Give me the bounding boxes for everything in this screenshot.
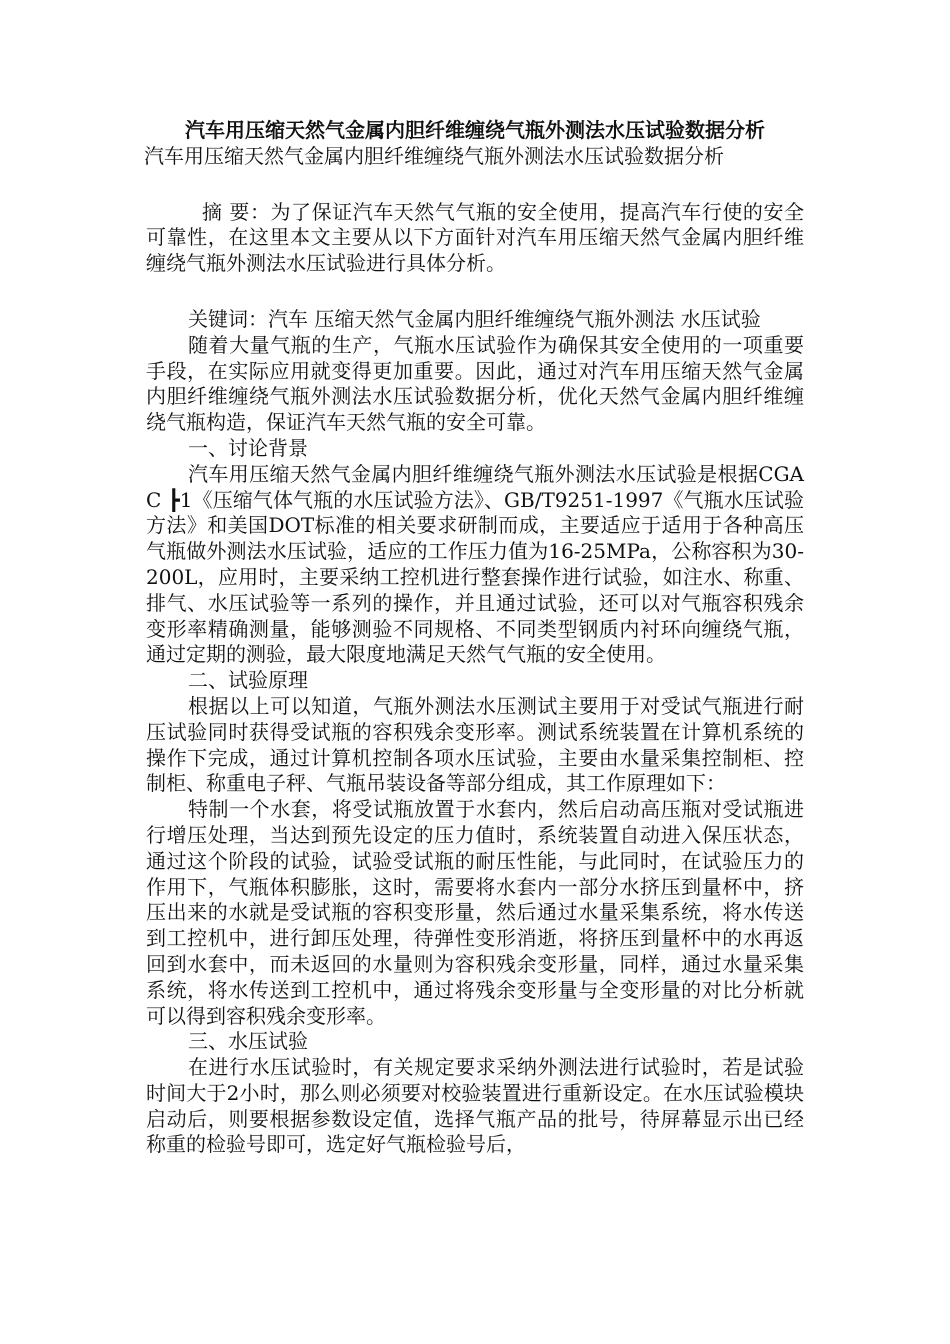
background-paragraph: 汽车用压缩天然气金属内胆纤维缠绕气瓶外测法水压试验是根据CGA C ┣1《压缩气体气瓶的水压试验方法》、GB/T9251-1997《气瓶水压试验方法》和美国DOT标准的相关要求研制而成，主要适应于适用于各种高压气瓶做外测法水压试验，适应的工作压力值为16-25MPa，公称容积为30-200L，应用时，主要采纳工控机进行整套操作进行试验，如注水、称重、排气、水压试验等一系列的操作，并且通过试验，还可以对气瓶容积残余变形率精确测量，能够测验不同规格、不同类型钢质内衬环向缠绕气瓶，通过定期的测验，最大限度地满足天然气气瓶的安全使用。 [146, 461, 804, 667]
keywords-paragraph: 关键词：汽车 压缩天然气金属内胆纤维缠绕气瓶外测法 水压试验 [188, 306, 761, 331]
document-page [146, 118, 804, 1158]
document-subtitle: 汽车用压缩天然气金属内胆纤维缠绕气瓶外测法水压试验数据分析 [144, 143, 724, 168]
test-paragraph: 在进行水压试验时，有关规定要求采纳外测法进行试验时，若是试验时间大于2小时，那么则必须要对校验装置进行重新设定。在水压试验模块启动后，则要根据参数设定值，选择气瓶产品的批号，待屏幕显示出已经称重的检验号即可，选定好气瓶检验号后， [146, 1055, 804, 1157]
principle-paragraph-1: 根据以上可以知道，气瓶外测法水压测试主要用于对受试气瓶进行耐压试验同时获得受试瓶的容积残余变形率。测试系统装置在计算机系统的操作下完成，通过计算机控制各项水压试验，主要由水量采集控制柜、控制柜、称重电子秤、气瓶吊装设备等部分组成，其工作原理如下： [146, 693, 804, 796]
abstract-paragraph: 摘 要：为了保证汽车天然气气瓶的安全使用，提高汽车行使的安全可靠性，在这里本文主要从以下方面针对汽车用压缩天然气金属内胆纤维缠绕气瓶外测法水压试验进行具体分析。 [146, 199, 804, 276]
principle-paragraph-2: 特制一个水套，将受试瓶放置于水套内，然后启动高压瓶对受试瓶进行增压处理，当达到预先设定的压力值时，系统装置自动进入保压状态，通过这个阶段的试验，试验受试瓶的耐压性能，与此同时，在试验压力的作用下，气瓶体积膨胀，这时，需要将水套内一部分水挤压到量杯中，挤压出来的水就是受试瓶的容积变形量，然后通过水量采集系统，将水传送到工控机中，进行卸压处理，待弹性变形消逝，将挤压到量杯中的水再返回到水套中，而未返回的水量则为容积残余变形量，同样，通过水量采集系统，将水传送到工控机中，通过将残余变形量与全变形量的对比分析就可以得到容积残余变形率。 [146, 797, 804, 1028]
intro-paragraph: 随着大量气瓶的生产，气瓶水压试验作为确保其安全使用的一项重要手段，在实际应用就变得更加重要。因此，通过对汽车用压缩天然气金属内胆纤维缠绕气瓶外测法水压试验数据分析，优化天然气金属内胆纤维缠绕气瓶构造，保证汽车天然气瓶的安全可靠。 [146, 332, 804, 435]
section-heading-background: 一、讨论背景 [188, 435, 308, 460]
spacer [146, 277, 804, 307]
document-title: 汽车用压缩天然气金属内胆纤维缠绕气瓶外测法水压试验数据分析 [185, 118, 765, 142]
section-heading-test: 三、水压试验 [188, 1029, 308, 1054]
spacer [146, 170, 804, 200]
section-heading-principle: 二、试验原理 [188, 668, 308, 693]
